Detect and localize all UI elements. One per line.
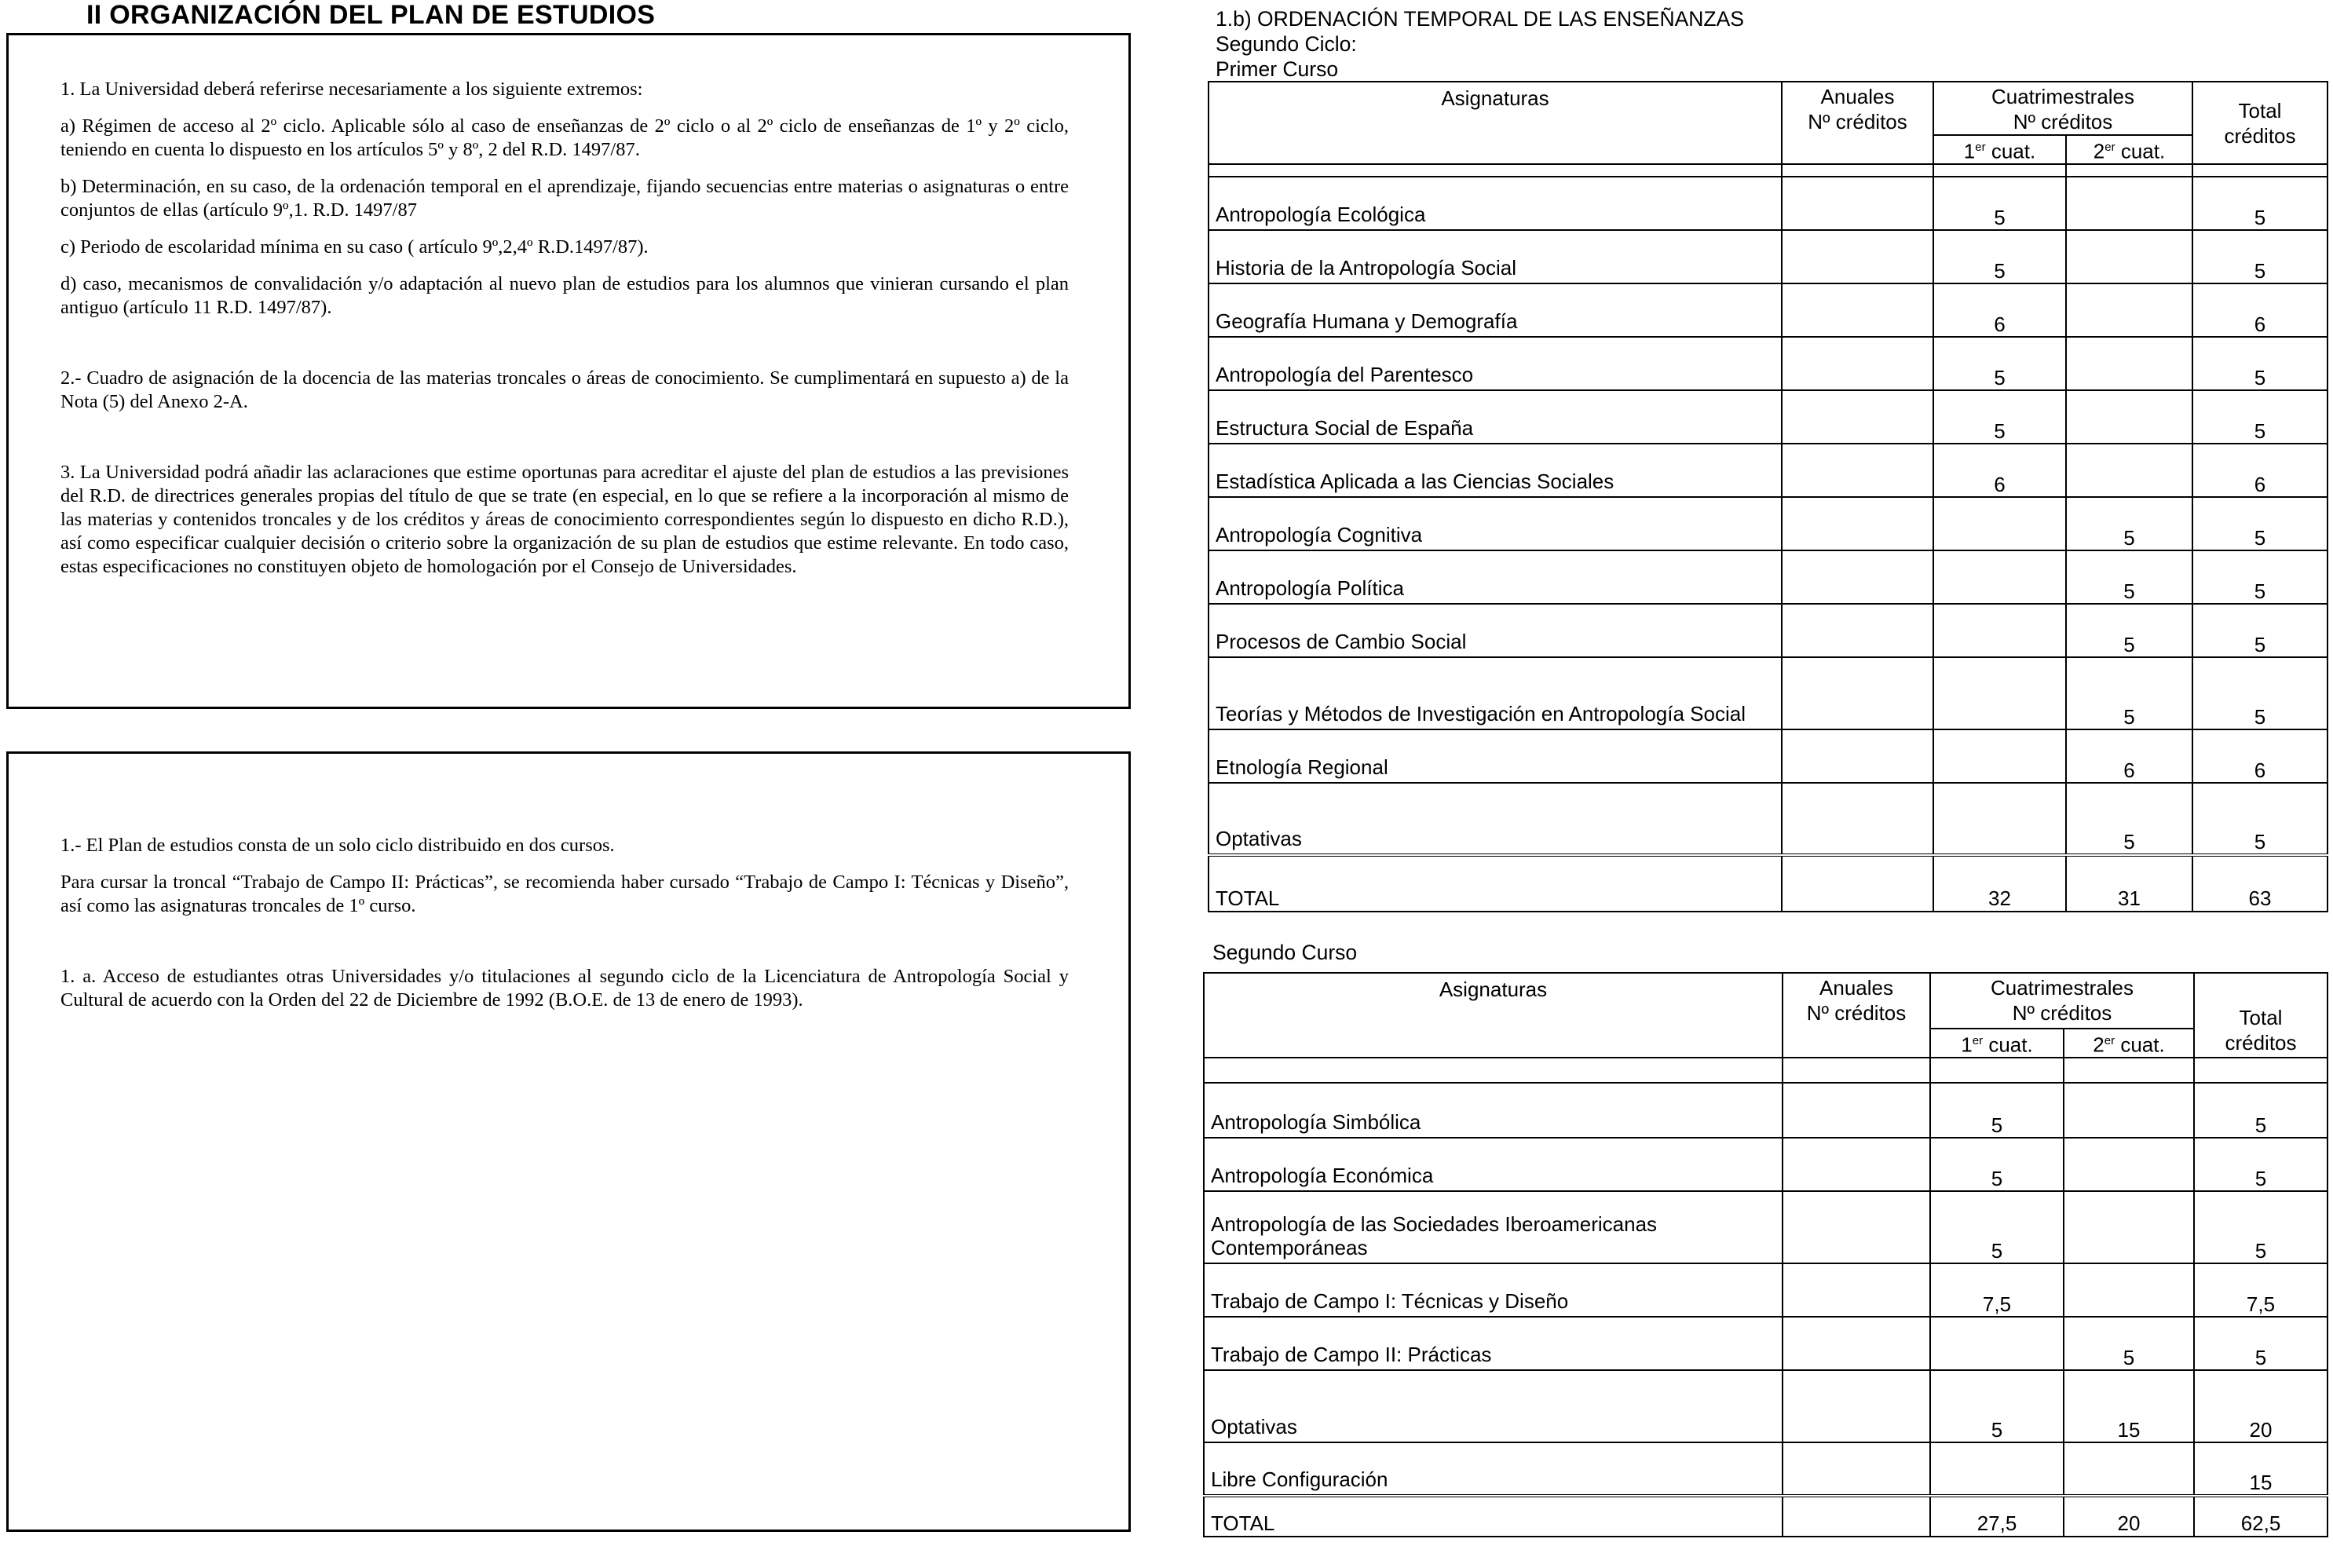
second-course-table (1203, 972, 2328, 1537)
subject-row (1204, 1442, 2328, 1496)
plan-notes-box (6, 751, 1131, 1532)
total-credits: 6 (2192, 444, 2328, 497)
spacer-cell (2064, 1058, 2194, 1083)
annual-credits (1782, 497, 1933, 550)
subject-row (1204, 1317, 2328, 1370)
first-quarter-credits (1930, 1442, 2064, 1496)
first-quarter-credits: 5 (1930, 1370, 2064, 1442)
first-quarter-credits: 5 (1933, 337, 2066, 390)
cycle-label: Segundo Ciclo: (1216, 32, 1357, 56)
total-credits: 15 (2194, 1442, 2328, 1496)
subject-row (1209, 550, 2328, 604)
col-header-total (2194, 973, 2328, 1058)
total-credits: 5 (2192, 497, 2328, 550)
annual-credits (1783, 1138, 1930, 1191)
col-header-quarterly (1930, 973, 2194, 1029)
annual-credits (1782, 444, 1933, 497)
subject-name: Libre Configuración (1204, 1442, 1783, 1496)
col-header-total-line2: créditos (2224, 124, 2296, 148)
annual-credits (1782, 230, 1933, 283)
annual-credits (1783, 1083, 1930, 1138)
q1-word: cuat. (1985, 139, 2036, 163)
subject-row (1204, 1083, 2328, 1138)
spacer-cell (1933, 164, 2066, 177)
instruction-b: b) Determinación, en su caso, de la ordenación temporal en el aprendizaje, fijando secuencias entre materias o asignaturas o entre conjuntos de ellas (artículo 9º,1. R.D. 1497/87 (60, 176, 1069, 221)
course1-label: Primer Curso (1216, 57, 1339, 81)
subject-row (1209, 729, 2328, 783)
first-quarter-credits: 7,5 (1930, 1263, 2064, 1317)
q1-superscript: er (1975, 141, 1986, 154)
col-header-quarterly-line1: Cuatrimestrales (1991, 85, 2135, 108)
second-quarter-credits (2066, 283, 2192, 337)
subject-row (1209, 177, 2328, 230)
instruction-intro: 1. La Universidad deberá referirse necesariamente a los siguiente extremos: (60, 79, 643, 100)
spacer-cell (1783, 1058, 1930, 1083)
instruction-3: 3. La Universidad podrá añadir las aclaraciones que estime oportunas para acreditar el ajuste del plan de estudios a las previsiones del R.D. de directrices generales propias del título de que se trate (en especial, en lo que se refiere a la incorporación al mismo de las materias y contenidos troncales y de los créditos y áreas de conocimiento correspondientes según lo dispuesto en dicho R.D.), así como especificar cualquier decisión o criterio sobre la organización de su plan de estudios que estime relevante. En todo caso, estas especificaciones no constituyen objeto de homologación por el Consejo de Universidades. (60, 462, 1069, 577)
plan-note-cycle: 1.- El Plan de estudios consta de un solo ciclo distribuido en dos cursos. (60, 835, 615, 856)
subject-row (1209, 657, 2328, 729)
ordering-title: 1.b) ORDENACIÓN TEMPORAL DE LAS ENSEÑANZAS (1216, 7, 1744, 31)
plan-note-recommendation: Para cursar la troncal “Trabajo de Campo II: Prácticas”, se recomienda haber cursado “Trabajo de Campo I: Técnicas y Diseño”, así como las asignaturas troncales de 1º curso. (60, 872, 1069, 916)
second-quarter-credits (2064, 1083, 2194, 1138)
col-header-quarterly-line1: Cuatrimestrales (1990, 976, 2134, 1000)
subject-name: Procesos de Cambio Social (1209, 604, 1782, 657)
page-heading: II ORGANIZACIÓN DEL PLAN DE ESTUDIOS (86, 0, 656, 30)
instruction-d: d) caso, mecanismos de convalidación y/o adaptación al nuevo plan de estudios para los alumnos que vinieran cursando el plan antiguo (artículo 11 R.D. 1497/87). (60, 273, 1069, 318)
annual-credits (1782, 177, 1933, 230)
col-header-subject: Asignaturas (1209, 82, 1782, 164)
total-credits: 5 (2192, 783, 2328, 855)
subject-name: Antropología Política (1209, 550, 1782, 604)
annual-credits (1783, 1442, 1930, 1496)
q1-number: 1 (1961, 1033, 1973, 1057)
q1-word: cuat. (1983, 1033, 2033, 1057)
total-credits: 5 (2194, 1138, 2328, 1191)
subject-name: Geografía Humana y Demografía (1209, 283, 1782, 337)
instruction-c: c) Periodo de escolaridad mínima en su caso ( artículo 9º,2,4º R.D.1497/87). (60, 236, 649, 258)
col-header-annual-line2: Nº créditos (1808, 110, 1907, 133)
second-quarter-credits: 15 (2064, 1370, 2194, 1442)
spacer-cell (1782, 164, 1933, 177)
subject-name: Antropología Ecológica (1209, 177, 1782, 230)
spacer-cell (1209, 164, 1782, 177)
annual-credits (1783, 1191, 1930, 1263)
total-credits: 5 (2192, 337, 2328, 390)
second-course-rows (1204, 1083, 2328, 1496)
total-credits: 6 (2192, 729, 2328, 783)
subject-row (1204, 1138, 2328, 1191)
col-header-quarterly (1933, 82, 2192, 135)
annual-credits (1782, 604, 1933, 657)
first-quarter-credits: 5 (1930, 1191, 2064, 1263)
col-header-annual-line2: Nº créditos (1806, 1001, 1907, 1025)
col-header-total (2192, 82, 2328, 164)
annual-credits (1782, 657, 1933, 729)
first-quarter-credits (1933, 657, 2066, 729)
first-quarter-credits (1933, 604, 2066, 657)
subject-row (1204, 1191, 2328, 1263)
subject-name: Optativas (1204, 1370, 1783, 1442)
spacer-cell (2192, 164, 2328, 177)
subject-name: Etnología Regional (1209, 729, 1782, 783)
total-credits: 62,5 (2194, 1496, 2328, 1537)
subject-row (1204, 1263, 2328, 1317)
total-annual (1782, 855, 1933, 912)
first-quarter-credits (1933, 729, 2066, 783)
annual-credits (1783, 1370, 1930, 1442)
total-label: TOTAL (1209, 855, 1782, 912)
subject-name: Optativas (1209, 783, 1782, 855)
subject-name: Historia de la Antropología Social (1209, 230, 1782, 283)
annual-credits (1782, 550, 1933, 604)
total-q1: 32 (1933, 855, 2066, 912)
first-quarter-credits (1933, 783, 2066, 855)
subject-row (1209, 783, 2328, 855)
annual-credits (1782, 783, 1933, 855)
subject-row (1209, 283, 2328, 337)
q2-word: cuat. (2115, 1033, 2165, 1057)
second-quarter-credits: 5 (2066, 604, 2192, 657)
annual-credits (1782, 390, 1933, 444)
second-quarter-credits (2066, 390, 2192, 444)
total-credits: 5 (2194, 1317, 2328, 1370)
second-quarter-credits (2064, 1442, 2194, 1496)
first-quarter-credits: 5 (1933, 390, 2066, 444)
subject-row (1209, 390, 2328, 444)
subject-row (1209, 497, 2328, 550)
first-course-total-row (1209, 855, 2328, 912)
total-credits: 63 (2192, 855, 2328, 912)
second-quarter-credits (2066, 444, 2192, 497)
col-header-q2 (2064, 1029, 2194, 1058)
col-header-total-line1: Total (2239, 1006, 2283, 1029)
col-header-quarterly-line2: Nº créditos (2012, 1001, 2112, 1025)
instruction-a: a) Régimen de acceso al 2º ciclo. Aplicable sólo al caso de enseñanzas de 2º ciclo o al 2º ciclo de enseñanzas de 1º y 2º ciclo, teniendo en cuenta lo dispuesto en los artículos 5º y 8º, 2 del R.D. 1497/87. (60, 115, 1069, 160)
first-quarter-credits: 5 (1933, 230, 2066, 283)
first-quarter-credits (1933, 497, 2066, 550)
total-q2: 31 (2066, 855, 2192, 912)
subject-name: Estructura Social de España (1209, 390, 1782, 444)
second-quarter-credits (2066, 230, 2192, 283)
second-quarter-credits (2064, 1191, 2194, 1263)
col-header-annual (1782, 82, 1933, 164)
total-label: TOTAL (1204, 1496, 1783, 1537)
total-credits: 5 (2192, 604, 2328, 657)
q1-number: 1 (1963, 139, 1976, 163)
q1-superscript: er (1972, 1034, 1984, 1048)
second-quarter-credits: 5 (2066, 497, 2192, 550)
spacer-cell (1204, 1058, 1783, 1083)
course2-label: Segundo Curso (1212, 941, 1358, 964)
first-quarter-credits (1930, 1317, 2064, 1370)
q2-number: 2 (2093, 139, 2105, 163)
subject-name: Antropología Simbólica (1204, 1083, 1783, 1138)
col-header-quarterly-line2: Nº créditos (2013, 110, 2113, 133)
col-header-total-line1: Total (2238, 99, 2282, 123)
col-header-total-line2: créditos (2225, 1031, 2297, 1054)
total-credits: 5 (2192, 230, 2328, 283)
q2-number: 2 (2093, 1033, 2104, 1057)
total-credits: 7,5 (2194, 1263, 2328, 1317)
subject-name: Antropología Económica (1204, 1138, 1783, 1191)
first-course-rows (1209, 177, 2328, 855)
total-q1: 27,5 (1930, 1496, 2064, 1537)
annual-credits (1783, 1263, 1930, 1317)
first-quarter-credits: 5 (1933, 177, 2066, 230)
plan-note-access: 1. a. Acceso de estudiantes otras Universidades y/o titulaciones al segundo ciclo de la Licenciatura de Antropología Social y Cultural de acuerdo con la Orden del 22 de Diciembre de 1992 (B.O.E. de 13 de enero de 1993). (60, 966, 1069, 1011)
total-credits: 5 (2194, 1191, 2328, 1263)
subject-name: Trabajo de Campo II: Prácticas (1204, 1317, 1783, 1370)
first-quarter-credits: 6 (1933, 283, 2066, 337)
annual-credits (1783, 1317, 1930, 1370)
second-quarter-credits (2064, 1263, 2194, 1317)
annual-credits (1782, 337, 1933, 390)
col-header-q1 (1933, 135, 2066, 164)
total-credits: 5 (2194, 1083, 2328, 1138)
first-quarter-credits: 5 (1930, 1083, 2064, 1138)
second-quarter-credits: 5 (2066, 783, 2192, 855)
second-quarter-credits (2064, 1138, 2194, 1191)
second-course-total-row (1204, 1496, 2328, 1537)
col-header-annual-line1: Anuales (1820, 85, 1895, 108)
subject-row (1209, 230, 2328, 283)
col-header-annual-line1: Anuales (1819, 976, 1893, 1000)
second-quarter-credits: 5 (2064, 1317, 2194, 1370)
instructions-box (6, 33, 1131, 709)
subject-row (1209, 444, 2328, 497)
first-quarter-credits (1933, 550, 2066, 604)
total-credits: 5 (2192, 657, 2328, 729)
col-header-q1 (1930, 1029, 2064, 1058)
col-header-q2 (2066, 135, 2192, 164)
spacer-cell (1930, 1058, 2064, 1083)
first-course-table (1208, 81, 2328, 912)
col-header-annual (1783, 973, 1930, 1058)
q2-word: cuat. (2115, 139, 2166, 163)
second-quarter-credits: 6 (2066, 729, 2192, 783)
subject-row (1204, 1370, 2328, 1442)
subject-row (1209, 604, 2328, 657)
second-quarter-credits (2066, 337, 2192, 390)
q2-superscript: er (2104, 141, 2115, 154)
subject-name: Estadística Aplicada a las Ciencias Sociales (1209, 444, 1782, 497)
subject-name: Trabajo de Campo I: Técnicas y Diseño (1204, 1263, 1783, 1317)
subject-name: Teorías y Métodos de Investigación en Antropología Social (1209, 657, 1782, 729)
second-quarter-credits: 5 (2066, 550, 2192, 604)
second-quarter-credits: 5 (2066, 657, 2192, 729)
second-quarter-credits (2066, 177, 2192, 230)
col-header-subject: Asignaturas (1204, 973, 1783, 1058)
total-credits: 5 (2192, 390, 2328, 444)
subject-name: Antropología del Parentesco (1209, 337, 1782, 390)
total-annual (1783, 1496, 1930, 1537)
subject-row (1209, 337, 2328, 390)
subject-name: Antropología de las Sociedades Iberoamericanas Contemporáneas (1204, 1191, 1783, 1263)
total-credits: 20 (2194, 1370, 2328, 1442)
total-credits: 5 (2192, 177, 2328, 230)
total-credits: 5 (2192, 550, 2328, 604)
spacer-cell (2194, 1058, 2328, 1083)
spacer-cell (2066, 164, 2192, 177)
instruction-2: 2.- Cuadro de asignación de la docencia de las materias troncales o áreas de conocimiento. Se cumplimentará en supuesto a) de la Nota (5) del Anexo 2-A. (60, 367, 1069, 412)
subject-name: Antropología Cognitiva (1209, 497, 1782, 550)
first-quarter-credits: 5 (1930, 1138, 2064, 1191)
ordering-header (1216, 6, 1744, 82)
q2-superscript: er (2104, 1034, 2115, 1048)
annual-credits (1782, 729, 1933, 783)
total-q2: 20 (2064, 1496, 2194, 1537)
total-credits: 6 (2192, 283, 2328, 337)
first-quarter-credits: 6 (1933, 444, 2066, 497)
annual-credits (1782, 283, 1933, 337)
